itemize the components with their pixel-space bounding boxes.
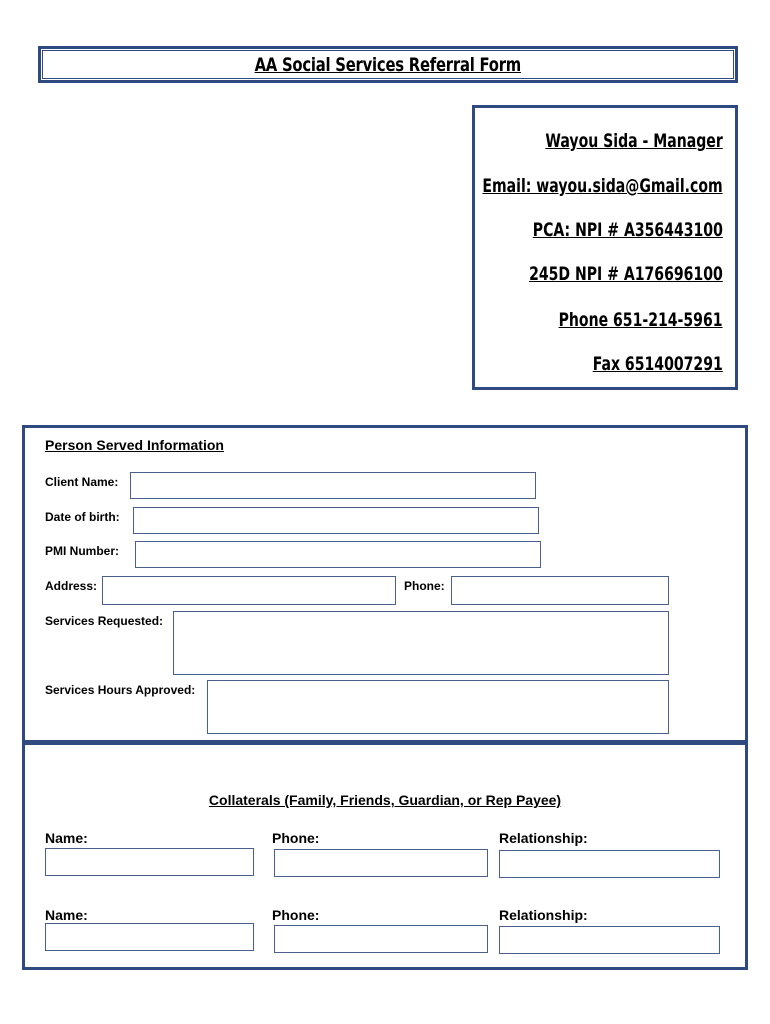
collateral-2-phone-input[interactable]	[274, 925, 488, 953]
collateral-1-name-label: Name:	[45, 830, 88, 846]
person-served-section	[22, 425, 748, 743]
client-name-label: Client Name:	[45, 475, 119, 489]
phone-input[interactable]	[451, 576, 669, 605]
manager-email: Email: wayou.sida@Gmail.com	[482, 175, 723, 197]
form-title-box	[38, 46, 738, 83]
collateral-1-relationship-input[interactable]	[499, 850, 720, 878]
services-requested-input[interactable]	[173, 611, 669, 675]
dob-label: Date of birth:	[45, 510, 120, 524]
collateral-1-name-input[interactable]	[45, 848, 254, 876]
phone-label: Phone:	[404, 579, 445, 593]
services-requested-label: Services Requested:	[45, 614, 164, 628]
collateral-1-phone-label: Phone:	[272, 830, 320, 846]
contact-phone: Phone 651-214-5961	[559, 309, 723, 331]
contact-info-box	[472, 105, 738, 390]
services-hours-label: Services Hours Approved:	[45, 683, 196, 697]
dob-input[interactable]	[133, 507, 539, 534]
pmi-input[interactable]	[135, 541, 541, 568]
form-title: AA Social Services Referral Form	[254, 53, 522, 76]
pmi-label: PMI Number:	[45, 544, 120, 558]
address-label: Address:	[45, 579, 98, 593]
collateral-2-name-input[interactable]	[45, 923, 254, 951]
contact-fax: Fax 6514007291	[592, 353, 723, 375]
person-served-heading: Person Served Information	[45, 437, 224, 453]
collateral-2-relationship-input[interactable]	[499, 926, 720, 954]
client-name-input[interactable]	[130, 472, 536, 499]
services-hours-input[interactable]	[207, 680, 669, 734]
collaterals-heading-text: Collaterals (Family, Friends, Guardian, or Rep Payee)	[208, 792, 562, 808]
collaterals-section	[22, 742, 748, 970]
npi-245d: 245D NPI # A176696100	[529, 263, 723, 285]
pca-npi: PCA: NPI # A356443100	[532, 219, 723, 241]
collateral-1-relationship-label: Relationship:	[499, 830, 588, 846]
address-input[interactable]	[102, 576, 396, 605]
collateral-1-phone-input[interactable]	[274, 849, 488, 877]
collaterals-heading	[25, 792, 745, 808]
manager-name: Wayou Sida - Manager	[545, 130, 723, 152]
collateral-2-name-label: Name:	[45, 907, 88, 923]
collateral-2-relationship-label: Relationship:	[499, 907, 588, 923]
collateral-2-phone-label: Phone:	[272, 907, 320, 923]
